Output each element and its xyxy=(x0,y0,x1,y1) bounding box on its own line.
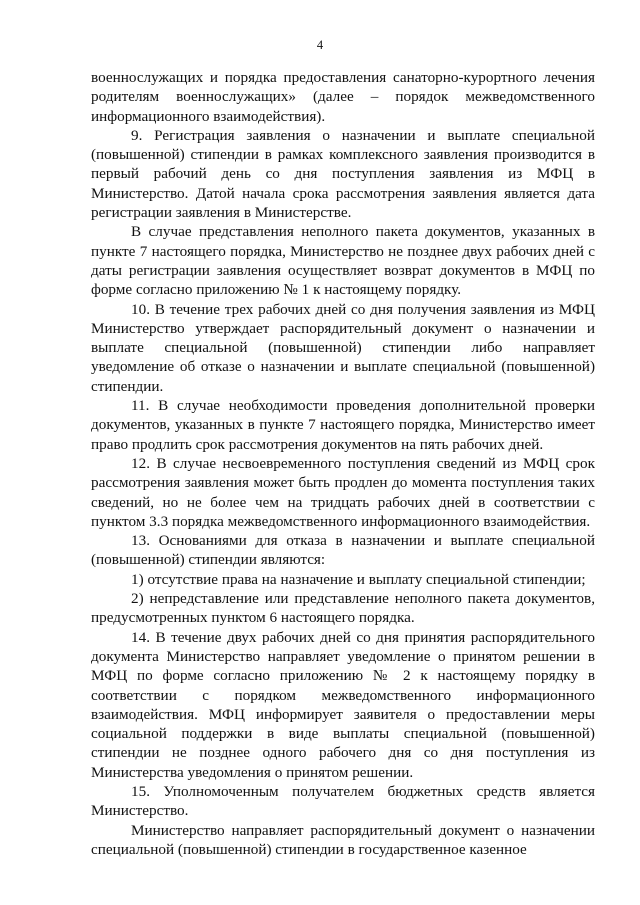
list-item-2: 2) непредставление или представление неполного пакета документов, предусмотренных пунктом 6 настоящего порядка. xyxy=(91,590,595,627)
paragraph-incomplete-package: В случае представления неполного пакета документов, указанных в пункте 7 настоящего порядка, Министерство не позднее двух рабочих дней с даты регистрации заявления осуществляет возврат документов в МФЦ по форме согласно приложению № 1 к настоящему порядку. xyxy=(91,223,595,299)
page-number: 4 xyxy=(316,38,324,52)
paragraph-item-9: 9. Регистрация заявления о назначении и выплате специальной (повышенной) стипендии в рамках комплексного заявления производится в первый рабочий день со дня поступления заявления из МФЦ в Министерство. Датой начала срока рассмотрения заявления является дата регистрации заявления в Министерстве. xyxy=(91,126,595,222)
list-item-1: 1) отсутствие права на назначение и выплату специальной стипендии; xyxy=(131,570,586,588)
paragraph-item-13: 13. Основаниями для отказа в назначении и выплате специальной (повышенной) стипендии являются: xyxy=(91,532,595,569)
paragraph-item-10: 10. В течение трех рабочих дней со дня получения заявления из МФЦ Министерство утверждает распорядительный документ о назначении и выплате специальной (повышенной) стипендии либо направляет уведомление об отказе о назначении и выплате специальной (повышенной) стипендии. xyxy=(91,300,595,395)
paragraph-item-14: 14. В течение двух рабочих дней со дня принятия распорядительного документа Министерство направляет уведомление о принятом решении в МФЦ по форме согласно приложению № 2 к настоящему порядку в соответствии с порядком межведомственного информационного взаимодействия. МФЦ информирует заявителя о предоставлении меры социальной поддержки в виде выплаты специальной (повышенной) стипендии не позднее одного рабочего дня со дня поступления из Министерства уведомления о принятом решении. xyxy=(91,628,595,781)
document-body xyxy=(91,68,595,859)
paragraph-item-15: 15. Уполномоченным получателем бюджетных средств является Министерство. xyxy=(91,782,595,820)
paragraph-continuation: военнослужащих и порядка предоставления санаторно-курортного лечения родителям военнослужащих» (далее – порядок межведомственного информационного взаимодействия). xyxy=(91,69,595,125)
paragraph-ministry-sends: Министерство направляет распорядительный документ о назначении специальной (повышенной) стипендии в государственное казенное xyxy=(91,821,595,858)
paragraph-item-11: 11. В случае необходимости проведения дополнительной проверки документов, указанных в пункте 7 настоящего порядка, Министерство имеет право продлить срок рассмотрения документов на пять рабочих дней. xyxy=(91,397,595,453)
paragraph-item-12: 12. В случае несвоевременного поступления сведений из МФЦ срок рассмотрения заявления может быть продлен до момента поступления таких сведений, но не более чем на тридцать рабочих дней в соответствии с пунктом 3.3 порядка межведомственного информационного взаимодействия. xyxy=(91,454,595,530)
